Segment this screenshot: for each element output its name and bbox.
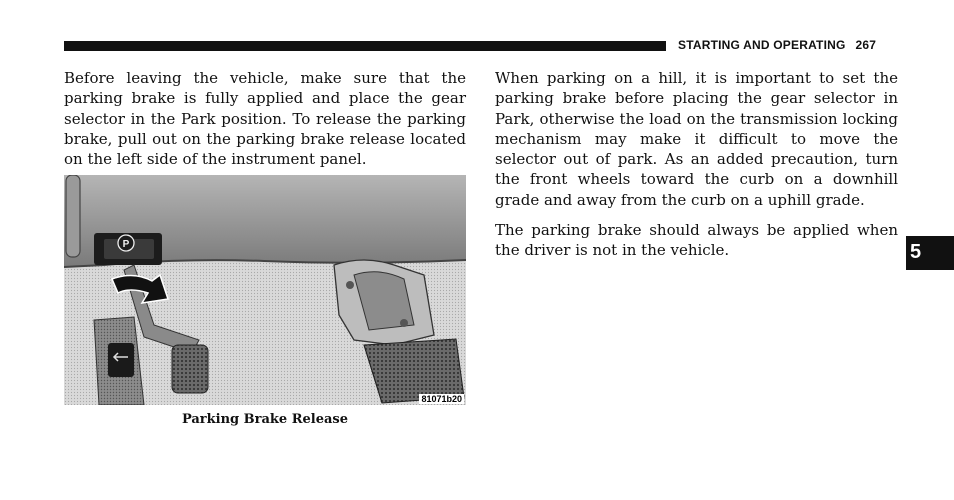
intro-paragraph: Before leaving the vehicle, make sure that the parking brake is fully applied and place the gear selector in the Park position. To release the parking brake, pull out on the parking brake release located on the left side of the instrument panel. bbox=[64, 69, 466, 169]
illustration-drawing bbox=[64, 175, 466, 405]
left-column bbox=[64, 68, 466, 179]
section-tab-label: 5 bbox=[910, 241, 922, 263]
figure-code: 81071b20 bbox=[421, 394, 462, 404]
brake-applied-paragraph: The parking brake should always be applied when the driver is not in the vehicle. bbox=[495, 221, 898, 260]
parking-brake-illustration bbox=[64, 175, 466, 405]
park-symbol-label: P bbox=[122, 239, 130, 250]
hill-parking-paragraph: When parking on a hill, it is important to set the parking brake before placing the gear selector in Park, otherwise the load on the transmission locking mechanism may make it difficult to move the selector out of park. As an added precaution, turn the front wheels toward the curb on a downhill grade and away from the curb on a uphill grade. bbox=[495, 69, 898, 209]
right-column bbox=[495, 68, 898, 271]
header-rule bbox=[64, 41, 666, 51]
page-number: 267 bbox=[855, 38, 877, 52]
section-tab bbox=[906, 236, 954, 270]
figure-caption: Parking Brake Release bbox=[181, 412, 349, 427]
section-title: STARTING AND OPERATING bbox=[678, 38, 846, 52]
running-header bbox=[678, 38, 876, 52]
